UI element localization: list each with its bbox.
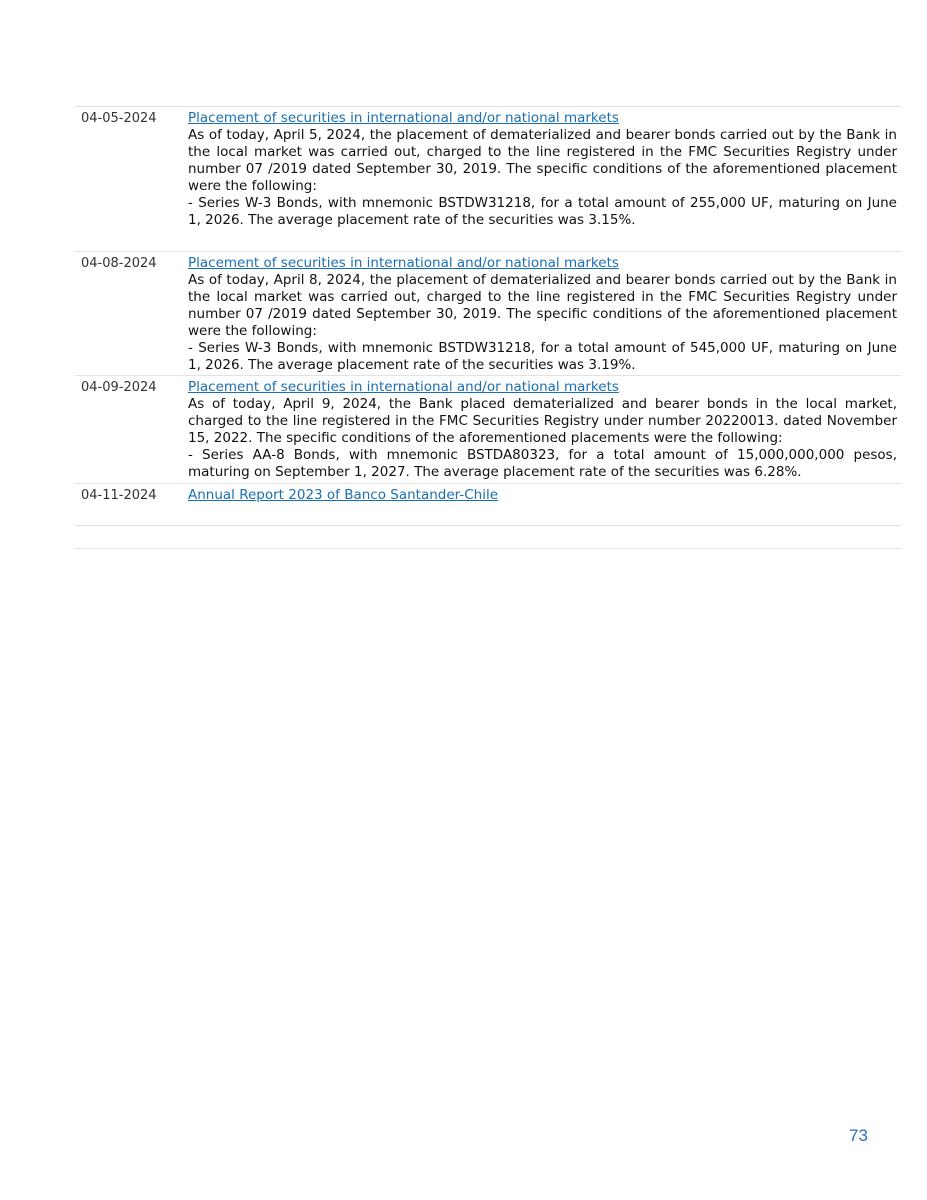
event-content [188,252,901,375]
table-divider [75,525,901,548]
event-row [75,251,901,375]
event-date: 04-09-2024 [81,380,157,395]
page-number: 73 [849,1126,868,1145]
event-detail: - Series AA-8 Bonds, with mnemonic BSTDA80323, for a total amount of 15,000,000,000 pesos, maturing on September 1, 2027. The average placement rate of the securities was 6.28%. [188,447,897,480]
event-content [188,376,901,483]
event-content [188,484,901,525]
event-title-link[interactable]: Placement of securities in international and/or national markets [188,255,619,271]
event-date: 04-05-2024 [81,111,157,126]
event-description: As of today, April 9, 2024, the Bank placed dematerialized and bearer bonds in the local market, charged to the line registered in the FMC Securities Registry under number 20220013. dated November 15, 2022. The specific conditions of the aforementioned placements were the following: [188,396,897,446]
annual-report-link[interactable]: Annual Report 2023 of Banco Santander-Chile [188,487,499,503]
event-detail: - Series W-3 Bonds, with mnemonic BSTDW31218, for a total amount of 255,000 UF, maturing on June 1, 2026. The average placement rate of the securities was 3.15%. [188,195,897,228]
event-title-link[interactable]: Placement of securities in international and/or national markets [188,379,619,395]
event-row [75,375,901,483]
event-title-link[interactable]: Placement of securities in international and/or national markets [188,110,619,126]
event-description: As of today, April 5, 2024, the placement of dematerialized and bearer bonds carried out by the Bank in the local market was carried out, charged to the line registered in the FMC Securities Registry under number 07 /2019 dated September 30, 2019. The specific conditions of the aforementioned placement were the following: [188,127,897,194]
event-content [188,107,901,251]
table-divider [75,548,901,549]
event-row [75,106,901,251]
events-table [75,106,901,549]
event-date: 04-08-2024 [81,256,157,271]
event-row [75,483,901,525]
event-description: As of today, April 8, 2024, the placement of dematerialized and bearer bonds carried out by the Bank in the local market was carried out, charged to the line registered in the FMC Securities Registry under number 07 /2019 dated September 30, 2019. The specific conditions of the aforementioned placement were the following: [188,272,897,339]
event-detail: - Series W-3 Bonds, with mnemonic BSTDW31218, for a total amount of 545,000 UF, maturing on June 1, 2026. The average placement rate of the securities was 3.19%. [188,340,897,373]
event-date: 04-11-2024 [81,488,157,503]
